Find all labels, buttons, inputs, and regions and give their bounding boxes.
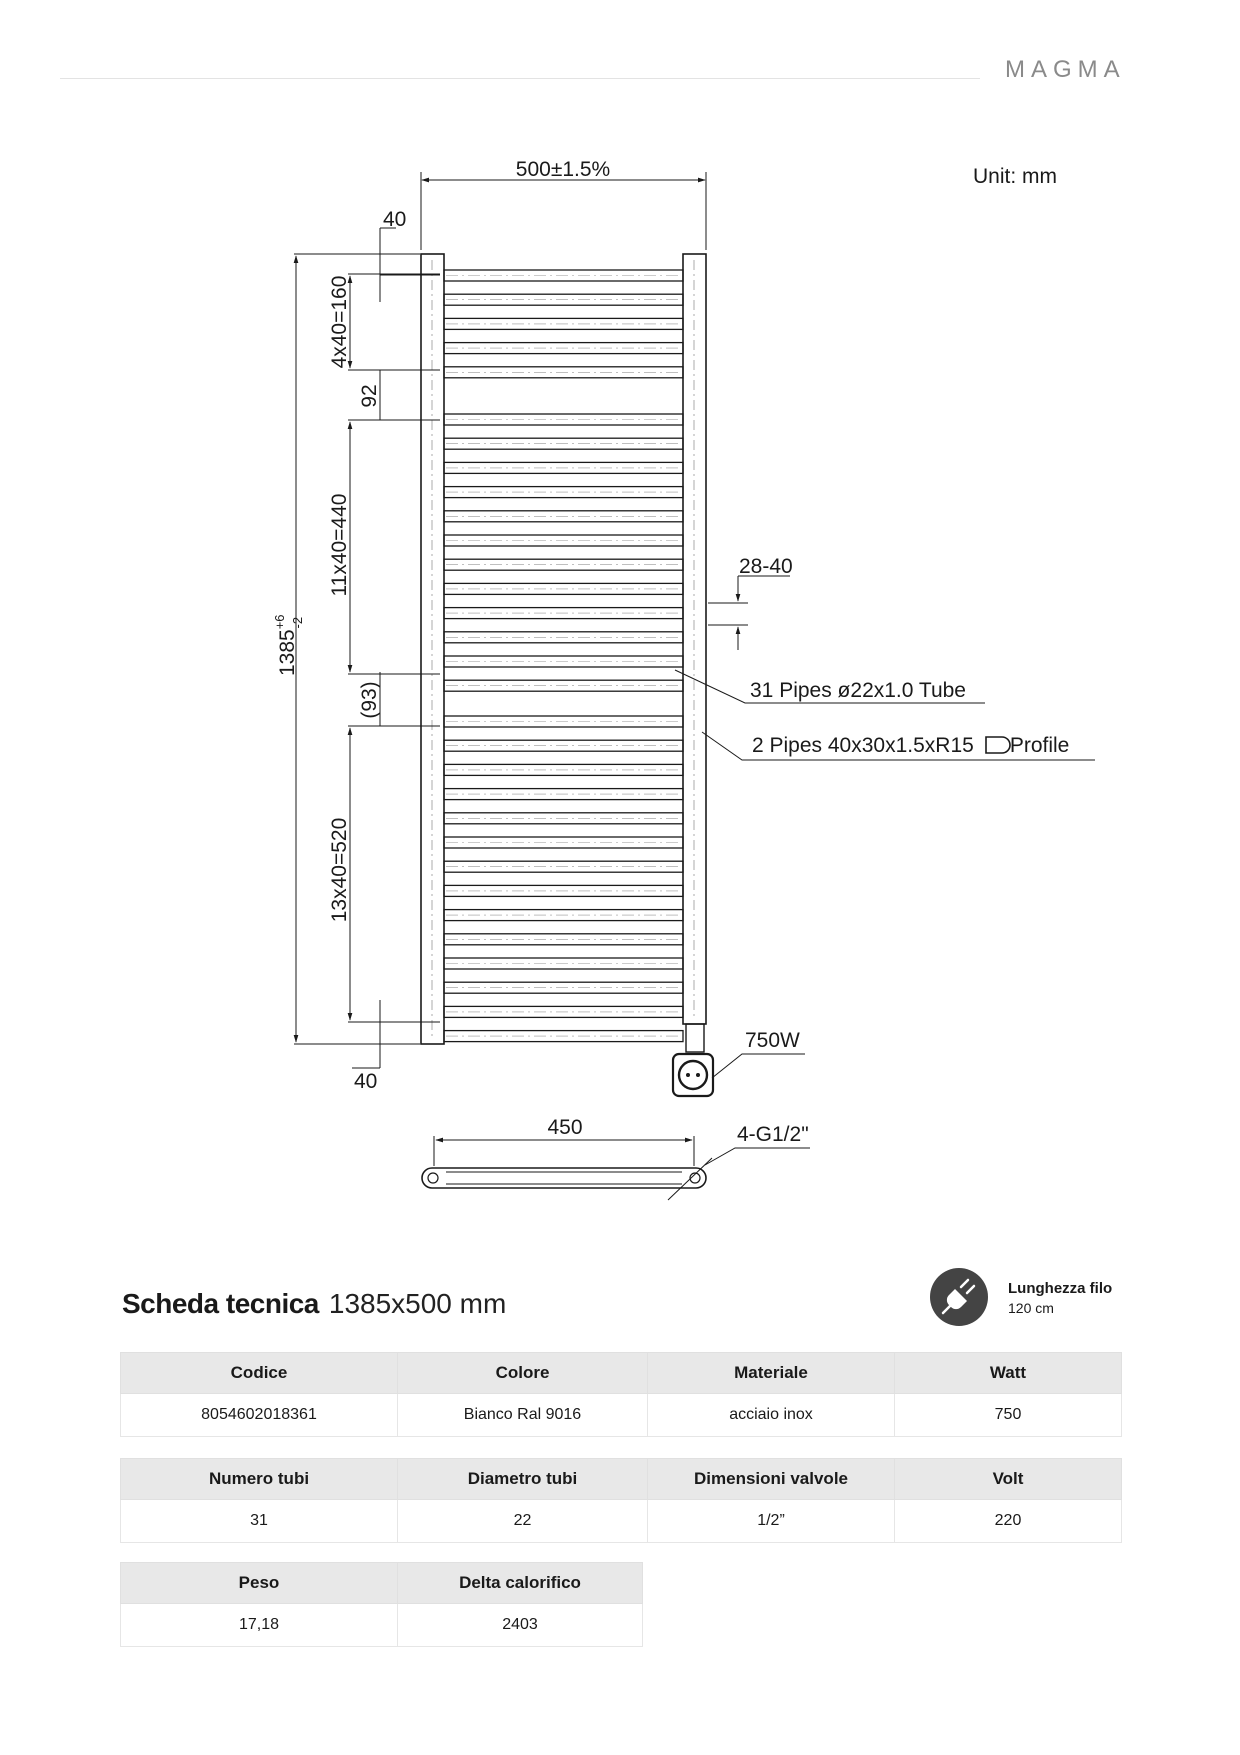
table-cell: Bianco Ral 9016 bbox=[398, 1394, 648, 1437]
pipe-spacing-dimension: 28-40 bbox=[739, 555, 793, 578]
table-row bbox=[121, 1394, 1122, 1437]
table-header: Volt bbox=[895, 1459, 1122, 1500]
table-cell: acciaio inox bbox=[648, 1394, 895, 1437]
table-cell: 31 bbox=[121, 1500, 398, 1543]
spec-title: Scheda tecnica 1385x500 mm bbox=[122, 1288, 507, 1319]
brand-logo: MAGMA bbox=[1005, 56, 1126, 83]
table-header: Watt bbox=[895, 1353, 1122, 1394]
spec-table-3 bbox=[120, 1562, 643, 1647]
table-cell: 1/2” bbox=[648, 1500, 895, 1543]
profile-icon bbox=[986, 737, 1010, 753]
spec-table-2 bbox=[120, 1458, 1122, 1543]
table-row bbox=[121, 1500, 1122, 1543]
power-label: 750W bbox=[745, 1029, 800, 1052]
table-cell: 750 bbox=[895, 1394, 1122, 1437]
profile-label: 2 Pipes 40x30x1.5xR15 Profile bbox=[752, 734, 1070, 757]
table-cell: 2403 bbox=[398, 1604, 643, 1647]
bottom-offset-dimension: 40 bbox=[354, 1070, 378, 1093]
table-header-row bbox=[121, 1563, 643, 1604]
gap2-dimension: (93) bbox=[358, 681, 381, 719]
spec-table-1 bbox=[120, 1352, 1122, 1437]
table-cell: 22 bbox=[398, 1500, 648, 1543]
table-header: Numero tubi bbox=[121, 1459, 398, 1500]
left-profile bbox=[421, 254, 444, 1044]
radiator-pipes bbox=[444, 270, 683, 1042]
unit-label: Unit: mm bbox=[973, 165, 1057, 188]
table-header-row bbox=[121, 1459, 1122, 1500]
plug-cable-icon bbox=[930, 1268, 988, 1326]
table-cell: 8054602018361 bbox=[121, 1394, 398, 1437]
table-row bbox=[121, 1604, 643, 1647]
wire-length-value: 120 cm bbox=[1008, 1300, 1054, 1316]
group1-dimension: 4x40=160 bbox=[328, 275, 351, 369]
height-dimension: $1385^{+6}$ -2 bbox=[272, 614, 305, 676]
table-header-row bbox=[121, 1353, 1122, 1394]
table-header: Codice bbox=[121, 1353, 398, 1394]
connection-label: 4-G1/2" bbox=[737, 1123, 809, 1146]
table-cell: 17,18 bbox=[121, 1604, 398, 1647]
group3-dimension: 13x40=520 bbox=[328, 817, 351, 923]
table-header: Materiale bbox=[648, 1353, 895, 1394]
width-dimension: 500±1.5% bbox=[515, 158, 611, 181]
table-header: Peso bbox=[121, 1563, 398, 1604]
wire-length-label: Lunghezza filo bbox=[1008, 1280, 1113, 1297]
table-header: Dimensioni valvole bbox=[648, 1459, 895, 1500]
table-header: Colore bbox=[398, 1353, 648, 1394]
table-cell: 220 bbox=[895, 1500, 1122, 1543]
gap1-dimension: 92 bbox=[358, 384, 381, 408]
center-distance-dimension: 450 bbox=[547, 1116, 583, 1139]
right-profile bbox=[683, 254, 706, 1024]
group2-dimension: 11x40=440 bbox=[328, 493, 351, 597]
table-header: Diametro tubi bbox=[398, 1459, 648, 1500]
bottom-view-rail bbox=[422, 1168, 706, 1188]
pipes-label: 31 Pipes ø22x1.0 Tube bbox=[750, 679, 966, 702]
top-offset-dimension: 40 bbox=[383, 208, 407, 231]
table-header: Delta calorifico bbox=[398, 1563, 643, 1604]
